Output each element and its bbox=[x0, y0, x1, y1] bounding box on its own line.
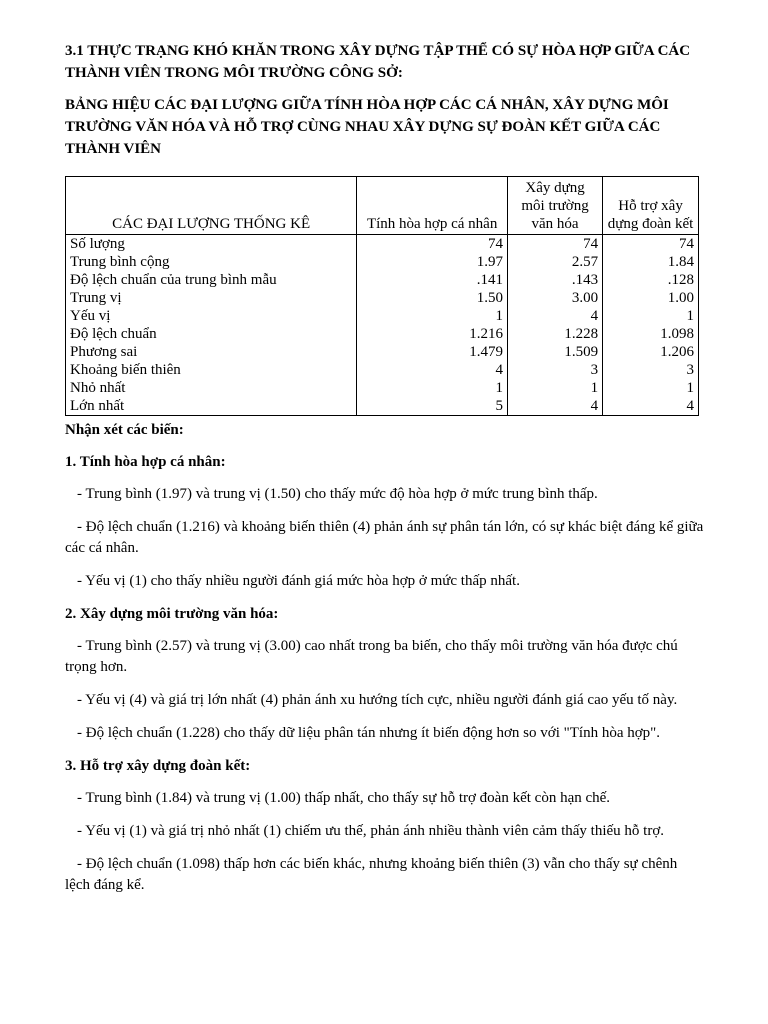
cell-value: 3.00 bbox=[508, 289, 603, 307]
cell-value: 74 bbox=[508, 235, 603, 254]
notes-title: Nhận xét các biến: bbox=[65, 422, 184, 438]
row-label: Độ lệch chuẩn của trung bình mẫu bbox=[66, 271, 357, 289]
note-paragraph: - Yếu vị (1) và giá trị nhỏ nhất (1) chiếm ưu thế, phản ánh nhiều thành viên cảm thấy thiếu hỗ trợ. bbox=[77, 823, 665, 839]
cell-value: 3 bbox=[603, 361, 699, 379]
table-row bbox=[66, 253, 699, 271]
cell-value: 1.97 bbox=[357, 253, 508, 271]
note-paragraph: - Yếu vị (4) và giá trị lớn nhất (4) phản ánh xu hướng tích cực, nhiều người đánh giá cao yếu tố này. bbox=[77, 692, 678, 708]
header-statistic: CÁC ĐẠI LƯỢNG THỐNG KÊ bbox=[66, 177, 357, 235]
table-row bbox=[66, 343, 699, 361]
section-title: 1. Tính hòa hợp cá nhân: bbox=[65, 454, 226, 470]
row-label: Nhỏ nhất bbox=[66, 379, 357, 397]
notes-sections bbox=[65, 452, 705, 896]
table-row bbox=[66, 361, 699, 379]
cell-value: 1 bbox=[357, 307, 508, 325]
row-label: Yếu vị bbox=[66, 307, 357, 325]
cell-value: 1 bbox=[357, 379, 508, 397]
cell-value: .143 bbox=[508, 271, 603, 289]
note-paragraph: - Yếu vị (1) cho thấy nhiều người đánh giá mức hòa hợp ở mức thấp nhất. bbox=[77, 573, 520, 589]
header-individual-harmony: Tính hòa hợp cá nhân bbox=[357, 177, 508, 235]
row-label: Độ lệch chuẩn bbox=[66, 325, 357, 343]
note-paragraph: - Độ lệch chuẩn (1.216) và khoảng biến thiên (4) phản ánh sự phân tán lớn, có sự khác biệt đáng kể giữa các cá nhân. bbox=[65, 519, 704, 556]
cell-value: 1 bbox=[603, 379, 699, 397]
note-paragraph: - Trung bình (1.84) và trung vị (1.00) thấp nhất, cho thấy sự hỗ trợ đoàn kết còn hạn chế. bbox=[77, 790, 611, 806]
note-paragraph: - Trung bình (2.57) và trung vị (3.00) cao nhất trong ba biến, cho thấy môi trường văn hóa được chú trọng hơn. bbox=[65, 638, 678, 675]
row-label: Trung bình cộng bbox=[66, 253, 357, 271]
row-label: Trung vị bbox=[66, 289, 357, 307]
cell-value: 74 bbox=[603, 235, 699, 254]
statistics-table bbox=[65, 176, 699, 416]
note-paragraph: - Độ lệch chuẩn (1.098) thấp hơn các biến khác, nhưng khoảng biến thiên (3) vẫn cho thấy sự chênh lệch đáng kể. bbox=[65, 856, 678, 893]
note-paragraph: - Trung bình (1.97) và trung vị (1.50) cho thấy mức độ hòa hợp ở mức trung bình thấp. bbox=[77, 486, 598, 502]
header-solidarity-support: Hỗ trợ xây dựng đoàn kết bbox=[603, 177, 699, 235]
row-label: Số lượng bbox=[66, 235, 357, 254]
note-paragraph: - Độ lệch chuẩn (1.228) cho thấy dữ liệu phân tán nhưng ít biến động hơn so với "Tính hòa hợp". bbox=[77, 725, 661, 741]
cell-value: 1.098 bbox=[603, 325, 699, 343]
table-body bbox=[66, 235, 699, 416]
cell-value: 1.50 bbox=[357, 289, 508, 307]
cell-value: 1.216 bbox=[357, 325, 508, 343]
row-label: Khoảng biến thiên bbox=[66, 361, 357, 379]
table-row bbox=[66, 307, 699, 325]
cell-value: 1 bbox=[603, 307, 699, 325]
row-label: Lớn nhất bbox=[66, 397, 357, 416]
cell-value: .128 bbox=[603, 271, 699, 289]
header-cultural-environment: Xây dựng môi trường văn hóa bbox=[508, 177, 603, 235]
table-title: BẢNG HIỆU CÁC ĐẠI LƯỢNG GIỮA TÍNH HÒA HỢP CÁC CÁ NHÂN, XÂY DỰNG MÔI TRƯỜNG VĂN HÓA VÀ HỖ TRỢ CÙNG NHAU XÂY DỰNG SỰ ĐOÀN KẾT GIỮA CÁC THÀNH VIÊN bbox=[65, 97, 669, 157]
table-row bbox=[66, 289, 699, 307]
cell-value: 1.479 bbox=[357, 343, 508, 361]
row-label: Phương sai bbox=[66, 343, 357, 361]
table-row bbox=[66, 397, 699, 416]
section-heading: 3.1 THỰC TRẠNG KHÓ KHĂN TRONG XÂY DỰNG TẬP THỂ CÓ SỰ HÒA HỢP GIỮA CÁC THÀNH VIÊN TRONG MÔI TRƯỜNG CÔNG SỞ: bbox=[65, 43, 691, 81]
table-row bbox=[66, 379, 699, 397]
cell-value: 1.228 bbox=[508, 325, 603, 343]
cell-value: 4 bbox=[508, 307, 603, 325]
cell-value: 4 bbox=[508, 397, 603, 416]
cell-value: 1.84 bbox=[603, 253, 699, 271]
cell-value: 5 bbox=[357, 397, 508, 416]
document-page bbox=[65, 40, 705, 908]
section-title: 2. Xây dựng môi trường văn hóa: bbox=[65, 606, 279, 622]
cell-value: 1.509 bbox=[508, 343, 603, 361]
table-row bbox=[66, 325, 699, 343]
table-header-row bbox=[66, 177, 699, 235]
cell-value: 1.00 bbox=[603, 289, 699, 307]
cell-value: .141 bbox=[357, 271, 508, 289]
section-title: 3. Hỗ trợ xây dựng đoàn kết: bbox=[65, 758, 251, 774]
cell-value: 1 bbox=[508, 379, 603, 397]
cell-value: 3 bbox=[508, 361, 603, 379]
cell-value: 1.206 bbox=[603, 343, 699, 361]
cell-value: 74 bbox=[357, 235, 508, 254]
cell-value: 4 bbox=[357, 361, 508, 379]
table-row bbox=[66, 235, 699, 254]
cell-value: 2.57 bbox=[508, 253, 603, 271]
table-row bbox=[66, 271, 699, 289]
cell-value: 4 bbox=[603, 397, 699, 416]
